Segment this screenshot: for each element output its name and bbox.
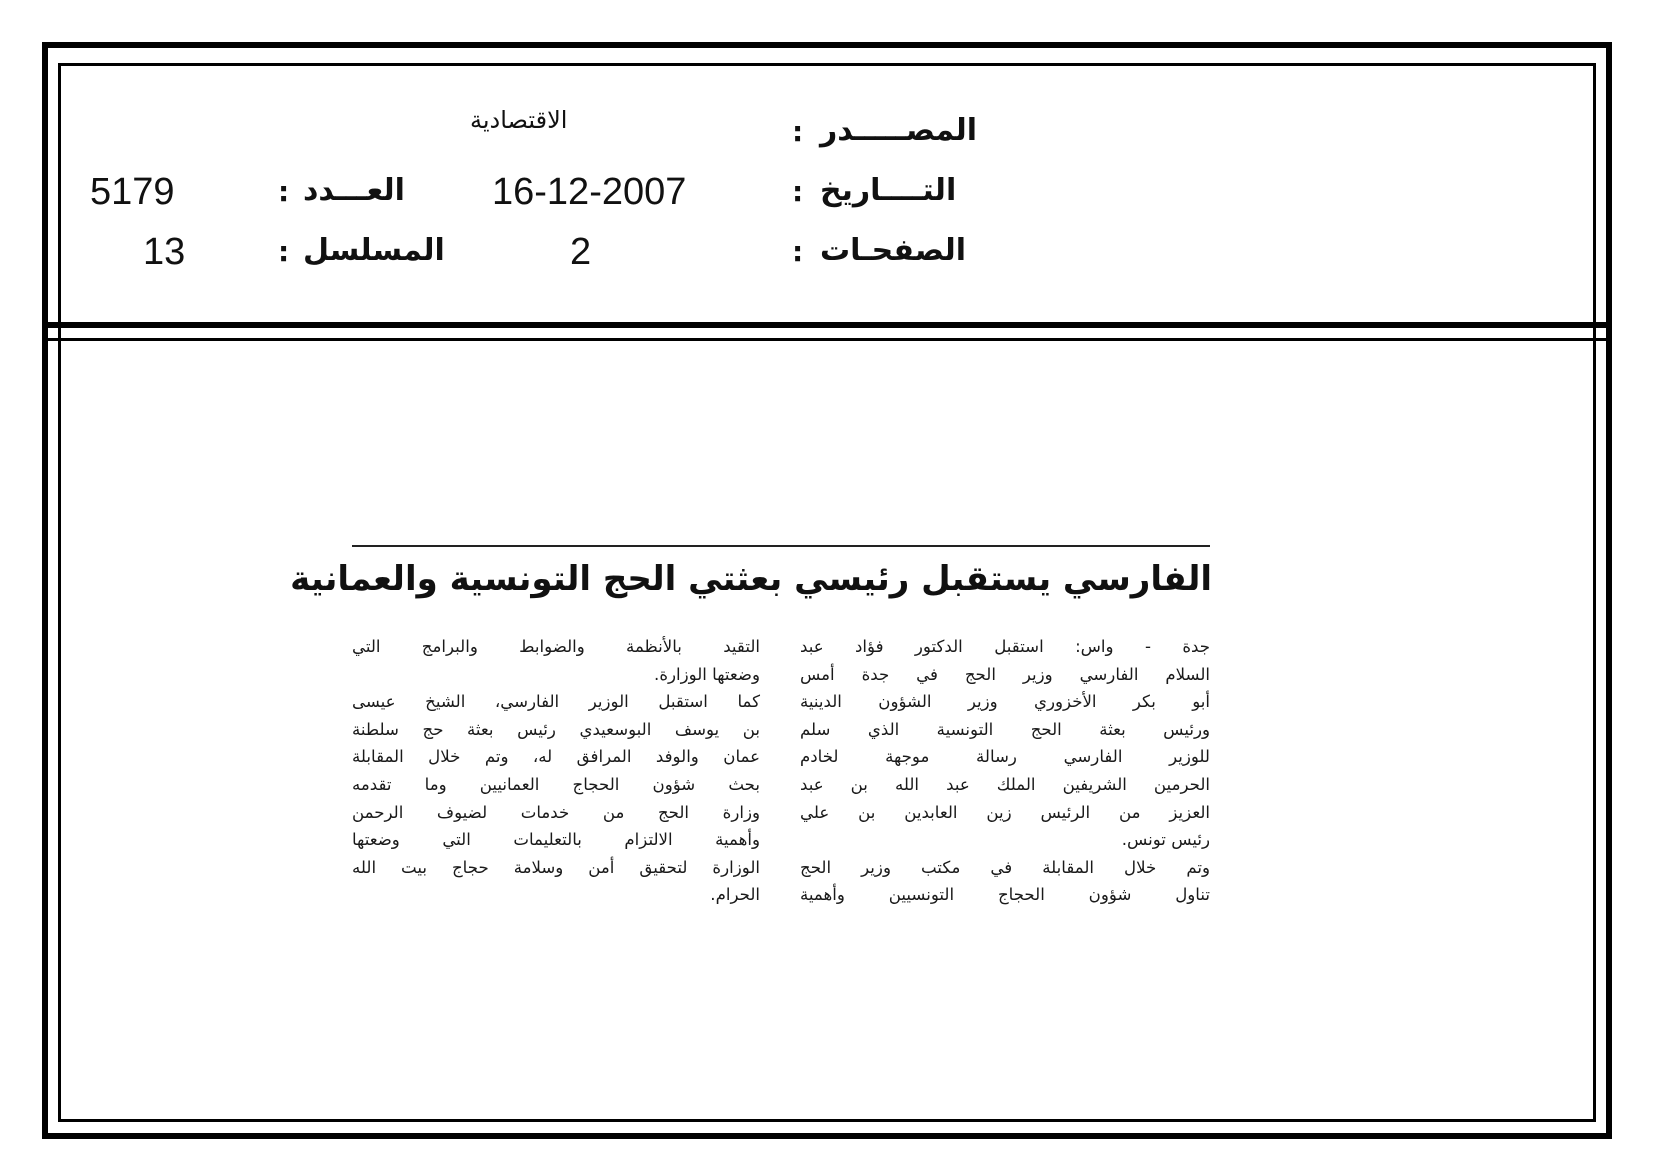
news-clipping [290, 545, 1212, 915]
header-divider-thick [48, 322, 1606, 328]
article-line: جدة - واس: استقبل الدكتور فؤاد عبد [800, 637, 1210, 656]
article-line: تناول شؤون الحجاج التونسيين وأهمية [800, 885, 1210, 905]
article-line: وضعتها الوزارة. [654, 664, 760, 684]
serial-colon: : [278, 235, 290, 268]
source-label: المصـــــدر [820, 113, 978, 148]
serial-label: المسلسل [303, 233, 445, 268]
serial-value: 13 [143, 231, 186, 273]
pages-value: 2 [570, 231, 592, 273]
article-line: بحث شؤون الحجاج العمانيين وما تقدمه [352, 774, 760, 794]
article-line: السلام الفارسي وزير الحج في جدة أمس [800, 664, 1210, 684]
source-colon: : [792, 115, 804, 148]
issue-label: العـــدد [303, 173, 405, 208]
source-value: الاقتصادية [470, 106, 568, 134]
header-divider-thin [48, 338, 1606, 341]
issue-value: 5179 [90, 171, 175, 213]
date-colon: : [792, 175, 804, 208]
article-line: رئيس تونس. [1121, 830, 1210, 850]
article-line: التقيد بالأنظمة والضوابط والبرامج التي [352, 637, 760, 656]
pages-colon: : [792, 235, 804, 268]
article-line: وتم خلال المقابلة في مكتب وزير الحج [800, 857, 1210, 877]
article-line: وأهمية الالتزام بالتعليمات التي وضعتها [352, 830, 760, 850]
article-line: الحرمين الشريفين الملك عبد الله بن عبد [800, 774, 1210, 794]
article-column-right [800, 633, 1210, 909]
article-line: كما استقبل الوزير الفارسي، الشيخ عيسى [352, 692, 760, 712]
article-line: للوزير الفارسي رسالة موجهة لخادم [800, 747, 1210, 767]
pages-label: الصفحـات [820, 233, 966, 268]
article-line: عمان والوفد المرافق له، وتم خلال المقابلة [352, 747, 760, 767]
article-line: الوزارة لتحقيق أمن وسلامة حجاج بيت الله [352, 857, 760, 877]
article-line: أبو بكر الأخزوري وزير الشؤون الدينية [800, 692, 1210, 712]
article-line: العزيز من الرئيس زين العابدين بن علي [800, 802, 1210, 822]
article-headline: الفارسي يستقبل رئيسي بعثتي الحج التونسية والعمانية [290, 559, 1212, 599]
article-line: بن يوسف البوسعيدي رئيس بعثة حج سلطنة [352, 719, 760, 739]
article-line: ورئيس بعثة الحج التونسية الذي سلم [800, 719, 1210, 739]
date-value: 16-12-2007 [492, 171, 687, 213]
article-column-left [352, 633, 760, 909]
date-label: التــــاريخ [820, 173, 957, 208]
clipping-top-rule [352, 545, 1210, 547]
issue-colon: : [278, 175, 290, 208]
article-line: وزارة الحج من خدمات لضيوف الرحمن [352, 802, 760, 822]
article-line: الحرام. [710, 885, 760, 905]
